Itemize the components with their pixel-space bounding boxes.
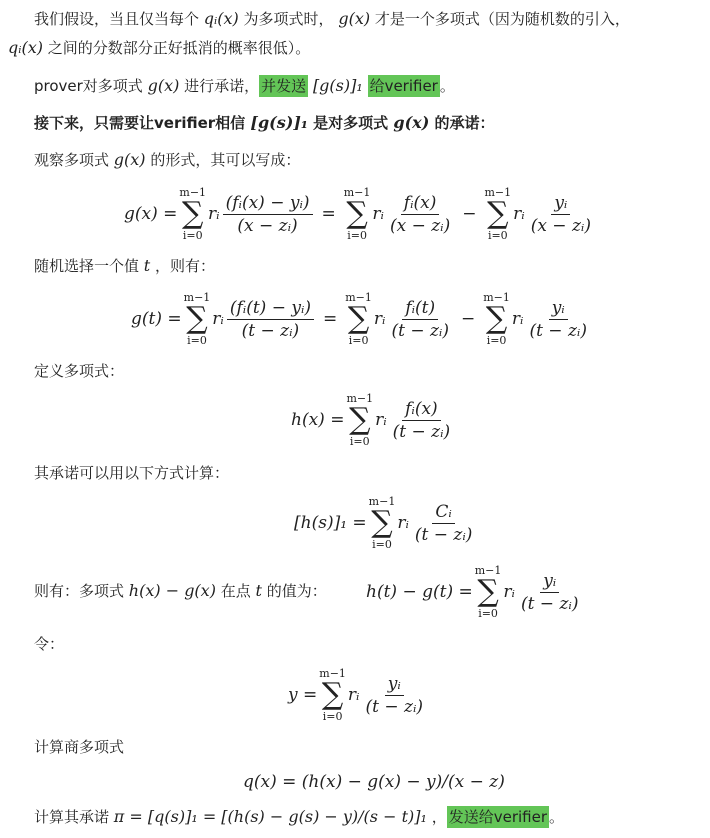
eq-ri: rᵢ: [513, 204, 525, 224]
frac-numerator: (fᵢ(x) − yᵢ): [223, 193, 313, 215]
sum-upper: m−1: [343, 186, 371, 199]
random-text-a: 随机选择一个值: [34, 257, 140, 275]
sum-lower: i=0: [322, 710, 343, 723]
final-highlight-send: 发送给verifier: [448, 808, 548, 826]
prover-gx-math: g(x): [147, 76, 180, 95]
frac-denominator: (t − zᵢ): [365, 696, 423, 717]
sum-symbol: m−1 ∑ i=0: [346, 392, 374, 448]
sum-upper: m−1: [483, 291, 510, 304]
final-text-a: 计算其承诺: [34, 808, 110, 826]
prover-paragraph: [34, 75, 455, 97]
frac-denominator: (x − zᵢ): [530, 215, 591, 236]
sum-lower: i=0: [349, 435, 370, 448]
sum-upper: m−1: [319, 667, 346, 680]
intro-line-1: [34, 8, 630, 30]
sum-symbol: m−1 ∑ i=0: [345, 291, 372, 347]
frac-numerator: yᵢ: [540, 571, 559, 593]
equation-hx: [291, 392, 456, 448]
eq-ht-lhs: h(t) − g(t) =: [366, 582, 473, 602]
frac-denominator: (x − zᵢ): [389, 215, 451, 236]
frac-denominator: (t − zᵢ): [529, 320, 587, 341]
commit-calc-text: 其承诺可以用以下方式计算：: [34, 464, 230, 482]
frac-numerator: fᵢ(t): [402, 298, 438, 320]
define-paragraph: [34, 360, 124, 382]
eq-gt-lhs: g(t) =: [131, 309, 182, 329]
eq-ri: rᵢ: [503, 582, 515, 602]
sum-lower: i=0: [487, 229, 508, 242]
intro-qi-math: qᵢ(x): [203, 9, 239, 28]
sum-upper: m−1: [484, 186, 512, 199]
equation-qx: [243, 772, 505, 792]
observe-text-a: 观察多项式: [34, 151, 110, 169]
frac-denominator: (x − zᵢ): [237, 215, 298, 236]
sum-symbol: m−1 ∑ i=0: [179, 186, 207, 242]
eq-ri: rᵢ: [372, 204, 384, 224]
next-text-a: 接下来，只需要让verifier相信: [34, 114, 246, 132]
next-gs-math: [g(s)]₁: [250, 113, 308, 132]
eq-ri: rᵢ: [375, 410, 387, 430]
sum-lower: i=0: [348, 334, 369, 347]
eq-minus: −: [460, 309, 476, 329]
frac-denominator: (t − zᵢ): [414, 524, 473, 545]
equation-gx: [124, 186, 597, 242]
eq-hs-lhs: [h(s)]₁ =: [294, 513, 367, 533]
intro-gx-math: g(x): [338, 9, 371, 28]
eq-ht-frac: [518, 571, 582, 614]
equation-gt: [131, 291, 593, 347]
prover-highlight-verifier: 给verifier: [369, 77, 438, 95]
next-text-b: 是对多项式: [313, 114, 389, 132]
sum-symbol: m−1 ∑ i=0: [343, 186, 371, 242]
equation-hs: [294, 495, 478, 551]
frac-denominator: (t − zᵢ): [392, 421, 451, 442]
sum-lower: i=0: [372, 538, 392, 551]
eq-ri: rᵢ: [212, 309, 224, 329]
sum-lower: i=0: [187, 334, 207, 347]
eq-gx-lhs: g(x) =: [124, 204, 178, 224]
sum-lower: i=0: [486, 334, 507, 347]
eq-gt-frac-1: [227, 298, 314, 341]
frac-numerator: fᵢ(x): [402, 399, 441, 421]
next-paragraph: [34, 112, 495, 134]
final-text-b: ，: [431, 808, 447, 826]
frac-numerator: yᵢ: [385, 674, 404, 696]
eq-y-lhs: y =: [288, 685, 318, 705]
eq-gt-frac-3: [526, 298, 590, 341]
sum-symbol: m−1 ∑ i=0: [183, 291, 211, 347]
eq-gx-frac-1: [223, 193, 313, 236]
sum-upper: m−1: [368, 495, 396, 508]
frac-denominator: (t − zᵢ): [241, 320, 300, 341]
sum-symbol: m−1 ∑ i=0: [483, 291, 510, 347]
observe-paragraph: [34, 149, 300, 171]
observe-gx-math: g(x): [113, 150, 146, 169]
eq-y-frac: [362, 674, 426, 717]
eq-ri: rᵢ: [373, 309, 386, 329]
let-text: 令：: [34, 635, 65, 653]
next-text-c: 的承诺：: [434, 114, 495, 132]
observe-text-b: 的形式，其可以写成：: [150, 151, 301, 169]
sum-upper: m−1: [183, 291, 211, 304]
random-text-b: ，则有：: [155, 257, 216, 275]
equation-ht-gt: [366, 564, 584, 620]
sum-symbol: m−1 ∑ i=0: [484, 186, 512, 242]
eq-ri: rᵢ: [347, 685, 360, 705]
sum-upper: m−1: [345, 291, 372, 304]
sum-symbol: m−1 ∑ i=0: [368, 495, 396, 551]
eq-equals: =: [321, 204, 336, 224]
eq-ri: rᵢ: [511, 309, 524, 329]
commit-calc-paragraph: [34, 462, 229, 484]
intro-line-2: [8, 37, 310, 59]
next-gx-math: g(x): [393, 113, 430, 132]
intro-text-c: 才是一个多项式（因为随机数的引入，: [374, 10, 630, 28]
then-t-math: t: [255, 581, 262, 600]
eq-gx-frac-3: [528, 193, 594, 236]
sum-upper: m−1: [474, 564, 502, 577]
eq-hs-frac: [412, 502, 476, 545]
prover-highlight-send: 并发送: [261, 77, 307, 95]
sum-lower: i=0: [478, 607, 498, 620]
prover-gs-math: [g(s)]₁: [312, 76, 363, 95]
equation-y: [288, 667, 429, 723]
define-text: 定义多项式：: [34, 362, 125, 380]
final-paragraph: [34, 806, 564, 828]
sum-lower: i=0: [182, 229, 203, 242]
prover-text-a: prover对多项式: [34, 77, 143, 95]
sum-upper: m−1: [346, 392, 374, 405]
eq-gt-frac-2: [388, 298, 452, 341]
then-text-c: 的值为：: [266, 582, 327, 600]
random-paragraph: [34, 255, 215, 277]
frac-numerator: yᵢ: [549, 298, 568, 320]
frac-numerator: yᵢ: [551, 193, 570, 215]
frac-numerator: (fᵢ(t) − yᵢ): [227, 298, 314, 320]
eq-ri: rᵢ: [397, 513, 409, 533]
frac-numerator: fᵢ(x): [401, 193, 440, 215]
sum-upper: m−1: [179, 186, 207, 199]
intro-qi-math-2: qᵢ(x): [8, 38, 43, 57]
eq-hx-lhs: h(x) =: [291, 410, 345, 430]
intro-text-a: 我们假设，当且仅当每个: [34, 10, 200, 28]
then-text-b: 在点: [220, 582, 251, 600]
quotient-text: 计算商多项式: [34, 738, 125, 756]
random-t-math: t: [143, 256, 151, 275]
eq-minus: −: [462, 204, 477, 224]
intro-text-b: 为多项式时，: [243, 10, 334, 28]
eq-gx-frac-2: [387, 193, 453, 236]
frac-denominator: (t − zᵢ): [391, 320, 449, 341]
frac-numerator: Cᵢ: [432, 502, 454, 524]
sum-lower: i=0: [347, 229, 367, 242]
eq-equals: =: [323, 309, 338, 329]
then-expr-math: h(x) − g(x): [128, 581, 216, 600]
quotient-paragraph: [34, 736, 124, 758]
final-end: 。: [549, 808, 565, 826]
frac-denominator: (t − zᵢ): [520, 593, 579, 614]
final-expr-math: π = [q(s)]₁ = [(h(s) − g(s) − y)/(s − t)]₁: [113, 807, 427, 826]
intro-text-d: 之间的分数部分正好抵消的概率很低）。: [47, 39, 311, 57]
eq-ri: rᵢ: [208, 204, 220, 224]
eq-qx: q(x) = (h(x) − g(x) − y)/(x − z): [243, 772, 505, 792]
then-text-a: 则有：多项式: [34, 582, 125, 600]
sum-symbol: m−1 ∑ i=0: [319, 667, 346, 723]
sum-symbol: m−1 ∑ i=0: [474, 564, 502, 620]
prover-text-b: 进行承诺，: [184, 77, 260, 95]
let-paragraph: [34, 633, 64, 655]
then-paragraph: [34, 580, 327, 602]
prover-end: 。: [439, 77, 455, 95]
eq-hx-frac: [390, 399, 454, 442]
